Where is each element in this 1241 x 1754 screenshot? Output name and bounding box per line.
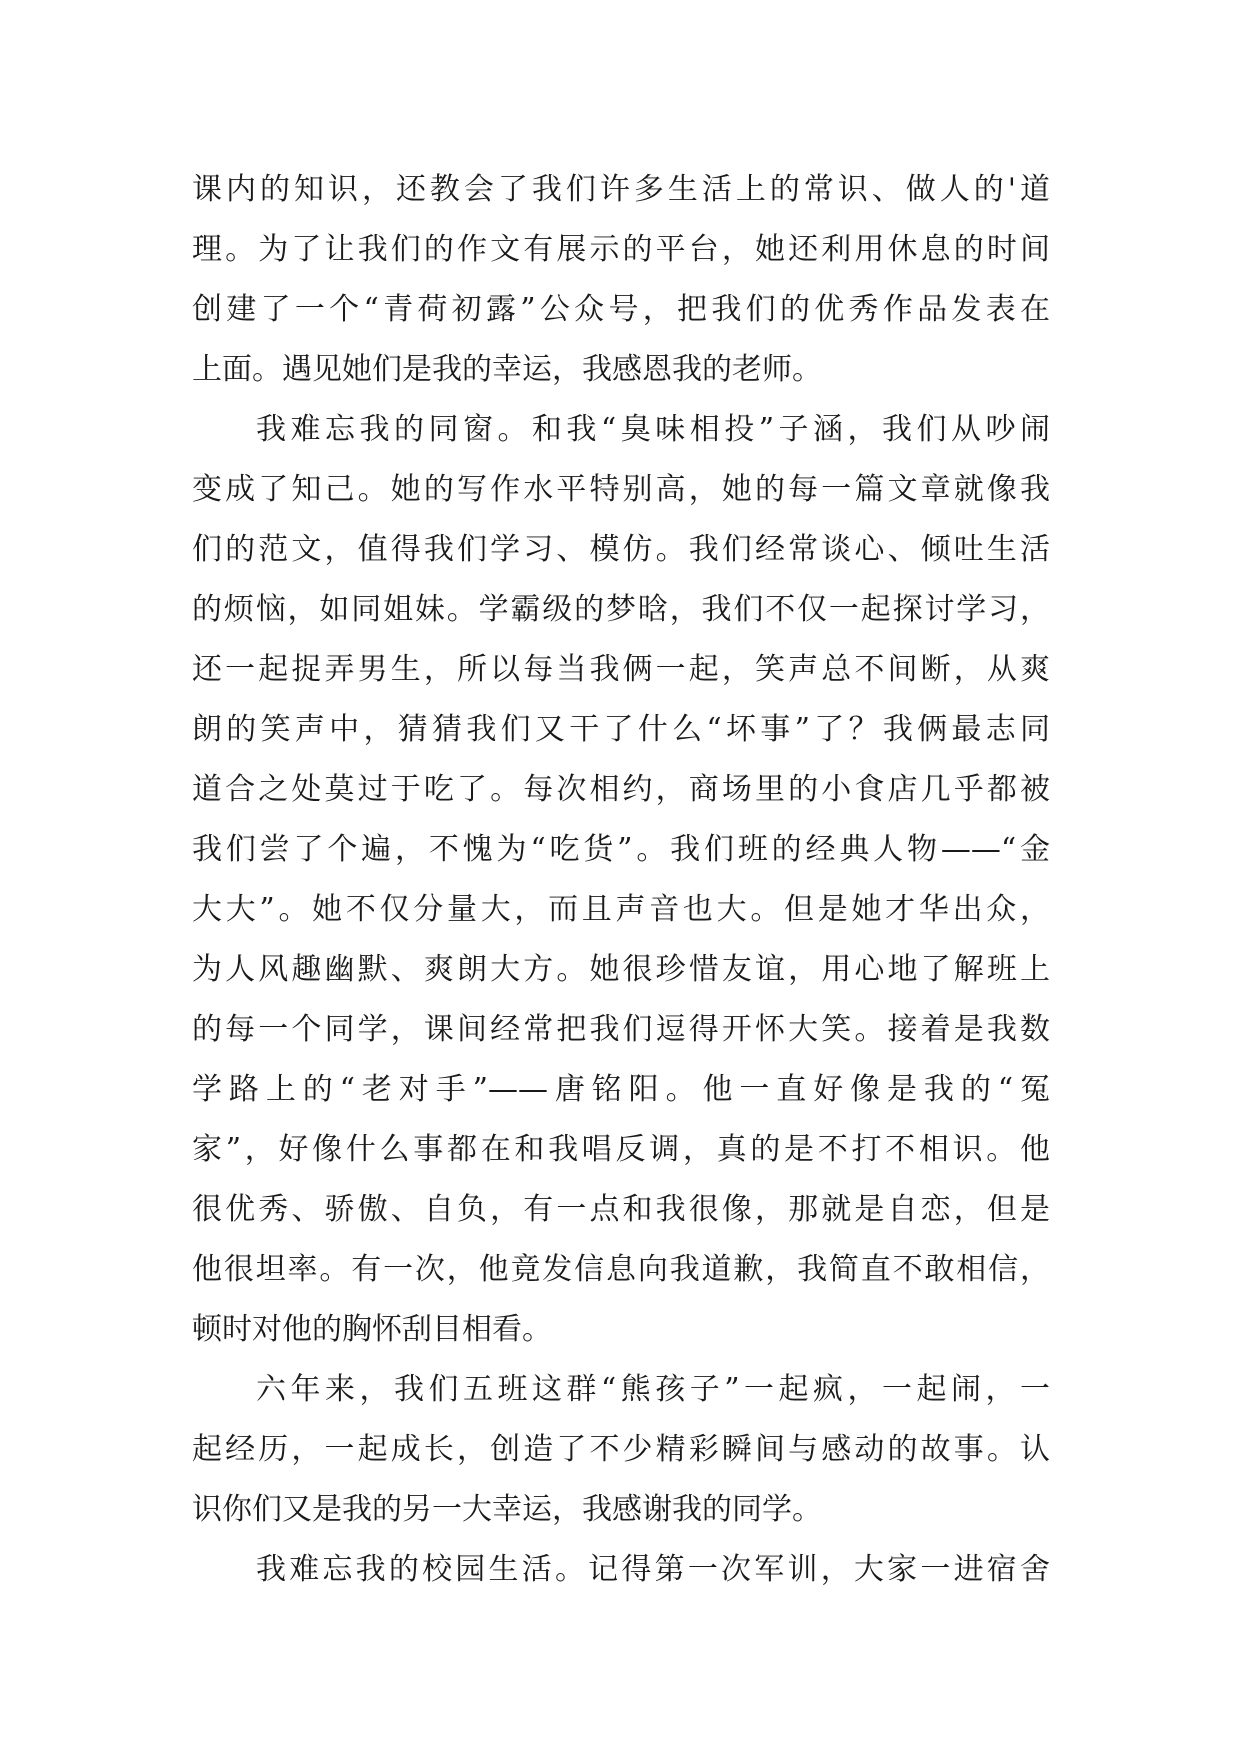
text-line: 理。为了让我们的作文有展示的平台，她还利用休息的时间 bbox=[192, 232, 1050, 267]
text-line: 上面。遇见她们是我的幸运，我感恩我的老师。 bbox=[192, 352, 822, 387]
text-line: 创建了一个“青荷初露”公众号，把我们的优秀作品发表在 bbox=[192, 292, 1050, 327]
text-line: 道合之处莫过于吃了。每次相约，商场里的小食店几乎都被 bbox=[192, 772, 1050, 807]
text-line: 的烦恼，如同姐妹。学霸级的梦晗，我们不仅一起探讨学习， bbox=[192, 592, 1050, 627]
text-line: 变成了知己。她的写作水平特别高，她的每一篇文章就像我 bbox=[192, 472, 1050, 507]
text-line: 我难忘我的同窗。和我“臭味相投”子涵，我们从吵闹 bbox=[256, 412, 1050, 447]
text-line: 识你们又是我的另一大幸运，我感谢我的同学。 bbox=[192, 1492, 822, 1527]
text-line: 朗的笑声中，猜猜我们又干了什么“坏事”了？我俩最志同 bbox=[192, 712, 1050, 747]
text-line: 家”，好像什么事都在和我唱反调，真的是不打不相识。他 bbox=[192, 1132, 1050, 1167]
text-line: 课内的知识，还教会了我们许多生活上的常识、做人的'道 bbox=[192, 172, 1050, 207]
text-line: 他很坦率。有一次，他竟发信息向我道歉，我简直不敢相信， bbox=[192, 1252, 1050, 1287]
text-line: 六年来，我们五班这群“熊孩子”一起疯，一起闹，一 bbox=[256, 1372, 1050, 1407]
text-line: 我们尝了个遍，不愧为“吃货”。我们班的经典人物——“金 bbox=[192, 832, 1050, 867]
text-line: 很优秀、骄傲、自负，有一点和我很像，那就是自恋，但是 bbox=[192, 1192, 1050, 1227]
text-line: 学路上的“老对手”——唐铭阳。他一直好像是我的“冤 bbox=[192, 1072, 1050, 1107]
text-line: 们的范文，值得我们学习、模仿。我们经常谈心、倾吐生活 bbox=[192, 532, 1050, 567]
text-line: 大大”。她不仅分量大，而且声音也大。但是她才华出众， bbox=[192, 892, 1050, 927]
text-line: 顿时对他的胸怀刮目相看。 bbox=[192, 1312, 552, 1347]
text-line: 的每一个同学，课间经常把我们逗得开怀大笑。接着是我数 bbox=[192, 1012, 1050, 1047]
text-line: 还一起捉弄男生，所以每当我俩一起，笑声总不间断，从爽 bbox=[192, 652, 1050, 687]
document-body bbox=[192, 160, 1050, 1600]
text-line: 我难忘我的校园生活。记得第一次军训，大家一进宿舍 bbox=[256, 1552, 1050, 1587]
text-line: 起经历，一起成长，创造了不少精彩瞬间与感动的故事。认 bbox=[192, 1432, 1050, 1467]
text-line: 为人风趣幽默、爽朗大方。她很珍惜友谊，用心地了解班上 bbox=[192, 952, 1050, 987]
document-page bbox=[192, 160, 1050, 1600]
